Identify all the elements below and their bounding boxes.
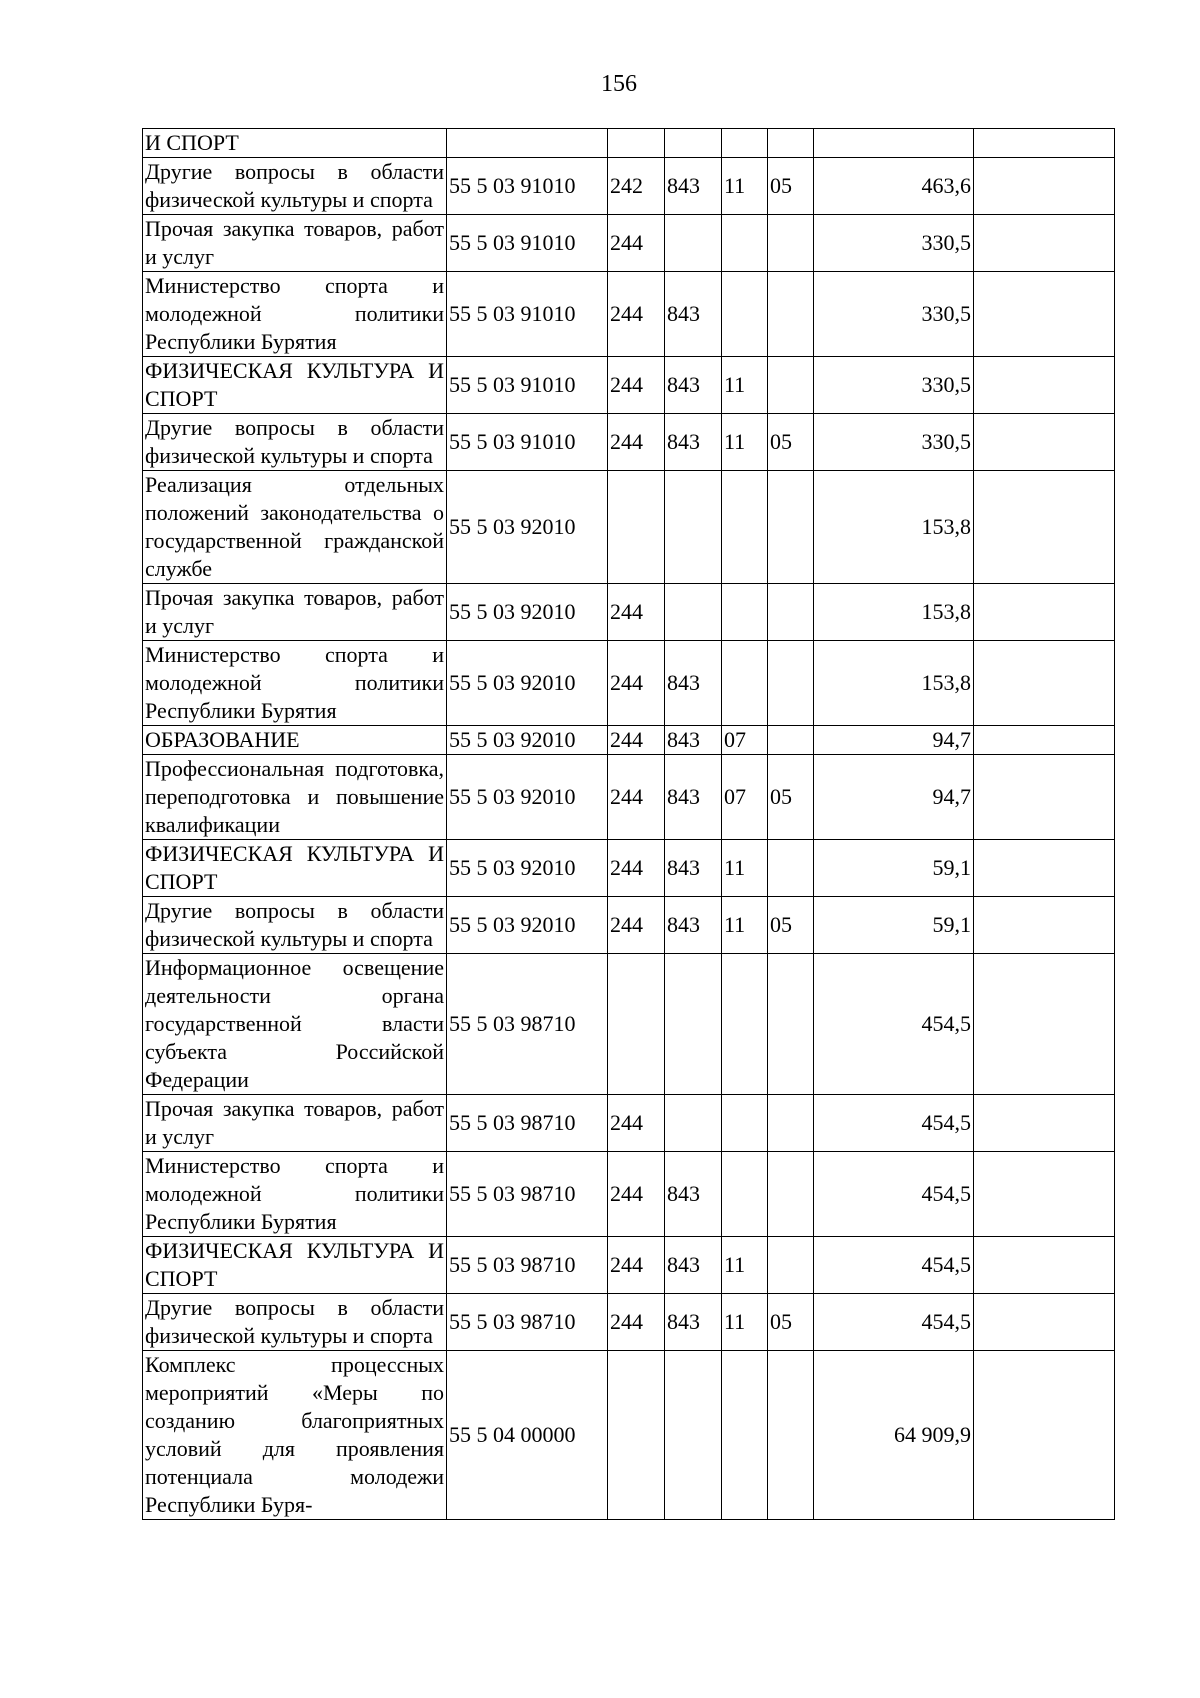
cell-extra xyxy=(974,1351,1115,1520)
cell-extra xyxy=(974,954,1115,1095)
cell-extra xyxy=(974,1152,1115,1237)
table-row xyxy=(143,840,1115,897)
cell-target-code: 55 5 03 91010 xyxy=(447,414,608,471)
cell-section xyxy=(722,471,768,584)
cell-expense-type: 244 xyxy=(608,215,665,272)
cell-section: 07 xyxy=(722,755,768,840)
cell-department: 843 xyxy=(665,272,722,357)
page-number: 156 xyxy=(601,71,637,97)
cell-expense-type: 244 xyxy=(608,1152,665,1237)
cell-extra xyxy=(974,357,1115,414)
cell-target-code: 55 5 03 91010 xyxy=(447,272,608,357)
cell-expense-type: 244 xyxy=(608,897,665,954)
cell-extra xyxy=(974,1237,1115,1294)
cell-department: 843 xyxy=(665,414,722,471)
cell-section xyxy=(722,129,768,158)
cell-name: ФИЗИЧЕСКАЯ КУЛЬТУРА И СПОРТ xyxy=(143,1237,447,1294)
cell-expense-type: 244 xyxy=(608,584,665,641)
cell-name: Прочая закупка товаров, работ и услуг xyxy=(143,584,447,641)
cell-target-code xyxy=(447,129,608,158)
cell-section xyxy=(722,1351,768,1520)
cell-name: Министерство спорта и молодежной политики Республики Бурятия xyxy=(143,272,447,357)
cell-expense-type: 244 xyxy=(608,1237,665,1294)
cell-section: 11 xyxy=(722,357,768,414)
cell-department xyxy=(665,471,722,584)
cell-expense-type: 242 xyxy=(608,158,665,215)
table-row xyxy=(143,357,1115,414)
table-row xyxy=(143,1095,1115,1152)
cell-section: 11 xyxy=(722,840,768,897)
cell-target-code: 55 5 03 91010 xyxy=(447,215,608,272)
cell-target-code: 55 5 03 98710 xyxy=(447,1294,608,1351)
table-row xyxy=(143,215,1115,272)
cell-amount: 454,5 xyxy=(814,1294,974,1351)
cell-subsection: 05 xyxy=(768,158,814,215)
cell-section xyxy=(722,954,768,1095)
cell-department xyxy=(665,1351,722,1520)
cell-target-code: 55 5 03 92010 xyxy=(447,755,608,840)
cell-name: Другие вопросы в области физической культуры и спорта xyxy=(143,1294,447,1351)
cell-department: 843 xyxy=(665,158,722,215)
cell-section: 07 xyxy=(722,726,768,755)
cell-subsection xyxy=(768,840,814,897)
table-row xyxy=(143,726,1115,755)
table-row xyxy=(143,954,1115,1095)
cell-extra xyxy=(974,129,1115,158)
table-row xyxy=(143,129,1115,158)
cell-expense-type: 244 xyxy=(608,414,665,471)
cell-subsection xyxy=(768,1152,814,1237)
cell-extra xyxy=(974,897,1115,954)
cell-amount: 59,1 xyxy=(814,897,974,954)
cell-department: 843 xyxy=(665,840,722,897)
cell-amount: 330,5 xyxy=(814,357,974,414)
cell-extra xyxy=(974,755,1115,840)
cell-subsection xyxy=(768,272,814,357)
cell-amount: 454,5 xyxy=(814,954,974,1095)
table-row xyxy=(143,1294,1115,1351)
cell-name: Другие вопросы в области физической культуры и спорта xyxy=(143,414,447,471)
cell-amount: 330,5 xyxy=(814,215,974,272)
cell-subsection xyxy=(768,584,814,641)
cell-name: Профессиональная подготовка, переподготовка и повышение квалификации xyxy=(143,755,447,840)
cell-name: ФИЗИЧЕСКАЯ КУЛЬТУРА И СПОРТ xyxy=(143,357,447,414)
cell-target-code: 55 5 03 98710 xyxy=(447,954,608,1095)
cell-subsection xyxy=(768,357,814,414)
cell-extra xyxy=(974,1095,1115,1152)
cell-department xyxy=(665,584,722,641)
cell-department: 843 xyxy=(665,641,722,726)
cell-target-code: 55 5 03 98710 xyxy=(447,1152,608,1237)
cell-amount: 463,6 xyxy=(814,158,974,215)
cell-subsection xyxy=(768,1351,814,1520)
cell-expense-type: 244 xyxy=(608,1294,665,1351)
cell-subsection: 05 xyxy=(768,755,814,840)
cell-expense-type xyxy=(608,129,665,158)
table-row xyxy=(143,755,1115,840)
cell-amount: 454,5 xyxy=(814,1095,974,1152)
cell-department xyxy=(665,215,722,272)
table-body xyxy=(143,129,1115,1520)
cell-section xyxy=(722,641,768,726)
budget-table xyxy=(142,128,1115,1520)
table-row xyxy=(143,641,1115,726)
cell-amount: 59,1 xyxy=(814,840,974,897)
cell-amount xyxy=(814,129,974,158)
cell-amount: 330,5 xyxy=(814,272,974,357)
cell-target-code: 55 5 03 98710 xyxy=(447,1237,608,1294)
cell-extra xyxy=(974,158,1115,215)
cell-subsection xyxy=(768,1237,814,1294)
table-row xyxy=(143,1351,1115,1520)
cell-subsection: 05 xyxy=(768,1294,814,1351)
cell-amount: 153,8 xyxy=(814,641,974,726)
cell-name: Информационное освещение деятельности органа государственной власти субъекта Российской Федерации xyxy=(143,954,447,1095)
cell-amount: 153,8 xyxy=(814,471,974,584)
cell-department: 843 xyxy=(665,1152,722,1237)
table-row xyxy=(143,414,1115,471)
cell-target-code: 55 5 03 92010 xyxy=(447,471,608,584)
cell-extra xyxy=(974,726,1115,755)
table-row xyxy=(143,897,1115,954)
cell-subsection: 05 xyxy=(768,414,814,471)
cell-subsection xyxy=(768,954,814,1095)
cell-expense-type: 244 xyxy=(608,272,665,357)
cell-department xyxy=(665,129,722,158)
table-row xyxy=(143,471,1115,584)
cell-section: 11 xyxy=(722,1237,768,1294)
cell-amount: 94,7 xyxy=(814,726,974,755)
cell-section xyxy=(722,1152,768,1237)
cell-department: 843 xyxy=(665,357,722,414)
cell-amount: 64 909,9 xyxy=(814,1351,974,1520)
cell-subsection xyxy=(768,215,814,272)
cell-target-code: 55 5 03 91010 xyxy=(447,357,608,414)
cell-target-code: 55 5 03 92010 xyxy=(447,584,608,641)
cell-extra xyxy=(974,471,1115,584)
cell-extra xyxy=(974,414,1115,471)
cell-expense-type: 244 xyxy=(608,641,665,726)
table-row xyxy=(143,272,1115,357)
cell-subsection xyxy=(768,726,814,755)
cell-department xyxy=(665,954,722,1095)
table-row xyxy=(143,158,1115,215)
cell-name: Министерство спорта и молодежной политики Республики Бурятия xyxy=(143,641,447,726)
cell-extra xyxy=(974,215,1115,272)
cell-expense-type: 244 xyxy=(608,357,665,414)
cell-amount: 94,7 xyxy=(814,755,974,840)
cell-section: 11 xyxy=(722,1294,768,1351)
cell-subsection xyxy=(768,129,814,158)
cell-target-code: 55 5 03 98710 xyxy=(447,1095,608,1152)
cell-name: ФИЗИЧЕСКАЯ КУЛЬТУРА И СПОРТ xyxy=(143,840,447,897)
cell-expense-type: 244 xyxy=(608,1095,665,1152)
cell-section xyxy=(722,272,768,357)
cell-extra xyxy=(974,840,1115,897)
cell-name: ОБРАЗОВАНИЕ xyxy=(143,726,447,755)
cell-target-code: 55 5 03 92010 xyxy=(447,726,608,755)
cell-subsection xyxy=(768,1095,814,1152)
cell-subsection xyxy=(768,471,814,584)
cell-name: Другие вопросы в области физической культуры и спорта xyxy=(143,897,447,954)
cell-name: Прочая закупка товаров, работ и услуг xyxy=(143,1095,447,1152)
cell-section xyxy=(722,584,768,641)
cell-extra xyxy=(974,1294,1115,1351)
cell-department: 843 xyxy=(665,897,722,954)
table-row xyxy=(143,584,1115,641)
table-row xyxy=(143,1152,1115,1237)
cell-target-code: 55 5 04 00000 xyxy=(447,1351,608,1520)
cell-section: 11 xyxy=(722,897,768,954)
cell-target-code: 55 5 03 92010 xyxy=(447,840,608,897)
cell-amount: 330,5 xyxy=(814,414,974,471)
cell-section: 11 xyxy=(722,158,768,215)
cell-section: 11 xyxy=(722,414,768,471)
cell-expense-type: 244 xyxy=(608,840,665,897)
cell-name: Министерство спорта и молодежной политики Республики Бурятия xyxy=(143,1152,447,1237)
cell-target-code: 55 5 03 92010 xyxy=(447,897,608,954)
cell-department: 843 xyxy=(665,1294,722,1351)
cell-subsection: 05 xyxy=(768,897,814,954)
cell-department xyxy=(665,1095,722,1152)
cell-expense-type: 244 xyxy=(608,726,665,755)
cell-target-code: 55 5 03 91010 xyxy=(447,158,608,215)
cell-expense-type xyxy=(608,954,665,1095)
cell-expense-type xyxy=(608,471,665,584)
cell-name: Другие вопросы в области физической культуры и спорта xyxy=(143,158,447,215)
cell-department: 843 xyxy=(665,1237,722,1294)
cell-expense-type xyxy=(608,1351,665,1520)
cell-amount: 454,5 xyxy=(814,1237,974,1294)
cell-extra xyxy=(974,584,1115,641)
cell-name: И СПОРТ xyxy=(143,129,447,158)
cell-name: Прочая закупка товаров, работ и услуг xyxy=(143,215,447,272)
cell-name: Комплекс процессных мероприятий «Меры по созданию благоприятных условий для проявления потенциала молодежи Республики Буря- xyxy=(143,1351,447,1520)
table-row xyxy=(143,1237,1115,1294)
cell-expense-type: 244 xyxy=(608,755,665,840)
cell-amount: 454,5 xyxy=(814,1152,974,1237)
cell-name: Реализация отдельных положений законодательства о государственной гражданской службе xyxy=(143,471,447,584)
cell-section xyxy=(722,215,768,272)
cell-subsection xyxy=(768,641,814,726)
cell-section xyxy=(722,1095,768,1152)
cell-extra xyxy=(974,641,1115,726)
cell-target-code: 55 5 03 92010 xyxy=(447,641,608,726)
cell-extra xyxy=(974,272,1115,357)
cell-department: 843 xyxy=(665,726,722,755)
cell-amount: 153,8 xyxy=(814,584,974,641)
cell-department: 843 xyxy=(665,755,722,840)
